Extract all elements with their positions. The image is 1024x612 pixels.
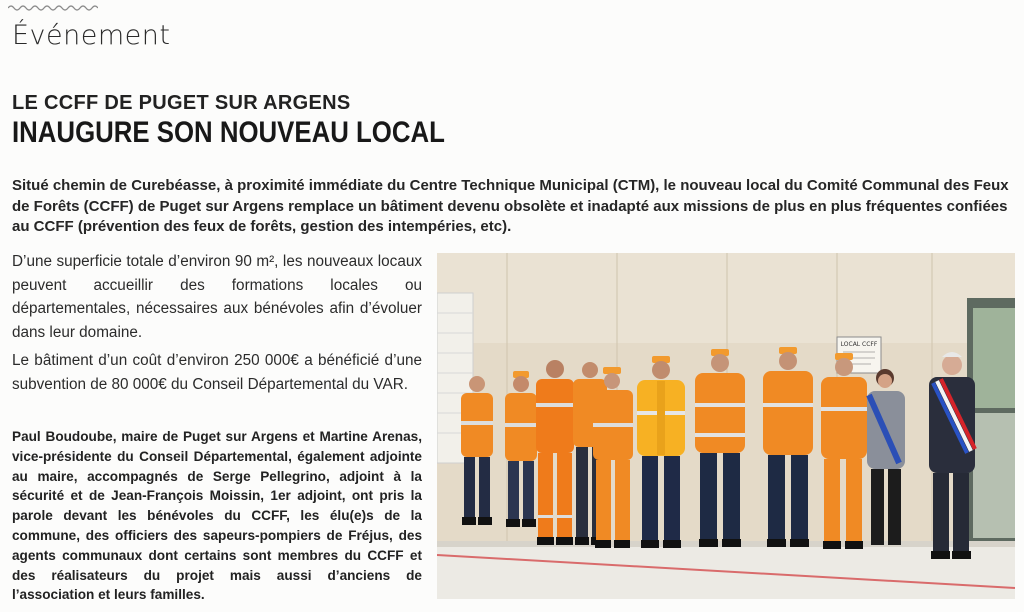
- article-lead: Situé chemin de Curebéasse, à proximité immédiate du Centre Technique Municipal (CTM), le nouveau local du Comité Communal des Feux de Forêts (CCFF) de Puget sur Argens remplace un bâtiment devenu obsolète et inadapté aux missions de plus en plus fréquentes confiées au CCFF (prévention des feux de forêts, gestion des intempéries, etc).: [12, 177, 1009, 235]
- body-paragraph-cost: Le bâtiment d’un coût d’environ 250 000€ a bénéficié d’une subvention de 80 000€ du Conseil Départemental du VAR.: [12, 352, 422, 393]
- section-title: Événement: [12, 20, 171, 51]
- wall-plaque-text: LOCAL CCFF: [840, 341, 878, 348]
- article-headline: INAUGURE SON NOUVEAU LOCAL: [12, 116, 445, 149]
- decorative-wave-icon: [8, 3, 98, 13]
- group-photo: [437, 253, 1015, 599]
- article-kicker: LE CCFF DE PUGET SUR ARGENS: [12, 92, 351, 114]
- body-paragraph-area: D’une superficie totale d’environ 90 m², les nouveaux locaux peuvent accueillir des formations locales ou départementales, nécessaires aux bénévoles afin d’évoluer dans leur domaine.: [12, 253, 422, 341]
- group-photo-illustration: [437, 253, 1015, 599]
- body-paragraph-speakers: Paul Boudoube, maire de Puget sur Argens et Martine Arenas, vice-présidente du Conseil Départemental, également adjointe au maire, accompagnés de Serge Pellegrino, adjoint à la sécurité et de Jean-François Moissin, 1er adjoint, ont pris la parole devant les bénévoles du CCFF, les élu(e)s de la commune, des officiers des sapeurs-pompiers de Fréjus, des agents communaux dont certains sont membres du CCFF et des réalisateurs du projet mais aussi d’anciens de l’association et leurs familles.: [12, 429, 422, 603]
